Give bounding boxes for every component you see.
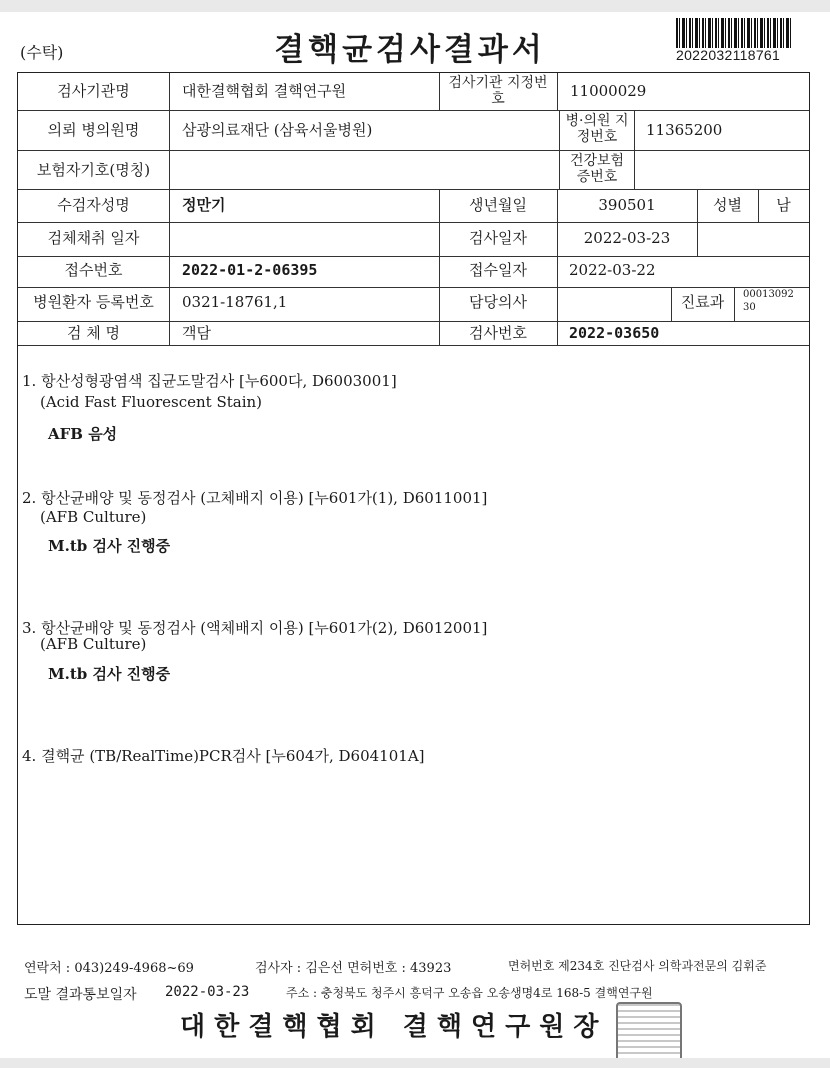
label-institution: 검사기관명 [57, 82, 130, 100]
test-3-title: 3. 항산균배양 및 동정검사 (액체배지 이용) [누601가(2), D6012001] [22, 619, 488, 637]
footer-contact: 연락처 : 043)249-4968~69 [24, 961, 194, 976]
row-divider [18, 256, 809, 257]
value-hospital: 삼광의료재단 (삼육서울병원) [182, 121, 373, 139]
barcode-number: 2022032118761 [676, 47, 781, 63]
col-divider [634, 150, 635, 190]
row-divider [18, 321, 809, 322]
label-test-date: 검사일자 [469, 229, 527, 247]
test-3-result: M.tb 검사 진행중 [48, 665, 171, 683]
row-divider [18, 345, 809, 346]
result-form [17, 72, 810, 925]
col-divider [559, 150, 560, 190]
official-seal-stamp [616, 1002, 682, 1062]
test-2-result: M.tb 검사 진행중 [48, 537, 171, 555]
test-2-title: 2. 항산균배양 및 동정검사 (고체배지 이용) [누601가(1), D6011001] [22, 489, 488, 507]
test-1-title: 1. 항산성형광염색 집균도말검사 [누600다, D6003001] [22, 372, 397, 390]
bottom-scan-border [0, 1058, 830, 1068]
col-divider [734, 287, 735, 322]
label-receipt-date: 접수일자 [469, 261, 527, 279]
label-receipt-no: 접수번호 [64, 261, 123, 279]
label-doctor: 담당의사 [469, 293, 527, 311]
test-3-subtitle: (AFB Culture) [40, 635, 147, 653]
test-1-subtitle: (Acid Fast Fluorescent Stain) [40, 393, 263, 411]
row-divider [18, 150, 809, 151]
label-department: 진료과 [680, 293, 725, 311]
label-insured: 보험자기호(명칭) [36, 161, 151, 179]
row-divider [18, 287, 809, 288]
row-divider [18, 222, 809, 223]
value-patient-name: 정만기 [182, 196, 226, 214]
label-specimen: 검 체 명 [66, 324, 120, 342]
test-4-title: 4. 결핵균 (TB/RealTime)PCR검사 [누604가, D604101A] [22, 747, 425, 765]
value-test-no: 2022-03650 [569, 324, 660, 342]
consignment-tag: (수탁) [20, 43, 64, 62]
label-hosp-code: 병·의원 지정번호 [565, 113, 629, 145]
footer-tester: 검사자 : 김은선 면허번호 : 43923 [255, 961, 452, 976]
col-divider [169, 73, 170, 345]
label-patient-name: 수검자성명 [57, 196, 130, 214]
test-1-result: AFB 음성 [48, 425, 118, 443]
value-inst-code: 11000029 [570, 82, 647, 100]
value-birth: 390501 [598, 196, 656, 214]
label-collection-date: 검체채취 일자 [47, 229, 140, 247]
col-divider [559, 110, 560, 150]
col-divider [439, 73, 440, 111]
organization-name: 대한결핵협회 결핵연구원장 [180, 1012, 608, 1042]
value-patient-reg-no: 0321-18761,1 [182, 293, 288, 311]
value-sex: 남 [776, 196, 791, 214]
footer-report-label: 도말 결과통보일자 [24, 987, 137, 1003]
document-title: 결핵균검사결과서 [274, 32, 546, 68]
col-divider [634, 110, 635, 150]
label-sex: 성별 [713, 196, 742, 214]
label-hospital: 의뢰 병의원명 [47, 121, 140, 139]
barcode-image [676, 18, 792, 48]
value-specimen: 객담 [182, 324, 211, 342]
footer-specialist: 면허번호 제234호 진단검사 의학과전문의 김휘준 [508, 959, 767, 973]
col-divider [557, 73, 558, 111]
footer-report-date: 2022-03-23 [165, 984, 250, 1000]
label-birth: 생년월일 [469, 196, 527, 214]
footer-address: 주소 : 충청북도 청주시 흥덕구 오송읍 오송생명4로 168-5 결핵연구원 [286, 986, 653, 1000]
label-insurance-card: 건강보험 증번호 [569, 153, 625, 185]
value-receipt-date: 2022-03-22 [569, 261, 656, 279]
value-department-code-1: 00013092 [743, 289, 794, 300]
value-department-code-2: 30 [743, 302, 756, 313]
label-patient-reg-no: 병원환자 등록번호 [33, 293, 154, 311]
row-divider [18, 189, 809, 190]
row-divider [18, 110, 809, 111]
value-test-date: 2022-03-23 [583, 229, 671, 247]
value-institution: 대한결핵협회 결핵연구원 [182, 82, 347, 100]
test-2-subtitle: (AFB Culture) [40, 508, 147, 526]
top-scan-border [0, 0, 830, 12]
label-test-no: 검사번호 [469, 324, 527, 342]
label-inst-code: 검사기관 지정번호 [448, 75, 548, 107]
value-hosp-code: 11365200 [646, 121, 723, 139]
value-receipt-no: 2022-01-2-06395 [182, 261, 318, 279]
